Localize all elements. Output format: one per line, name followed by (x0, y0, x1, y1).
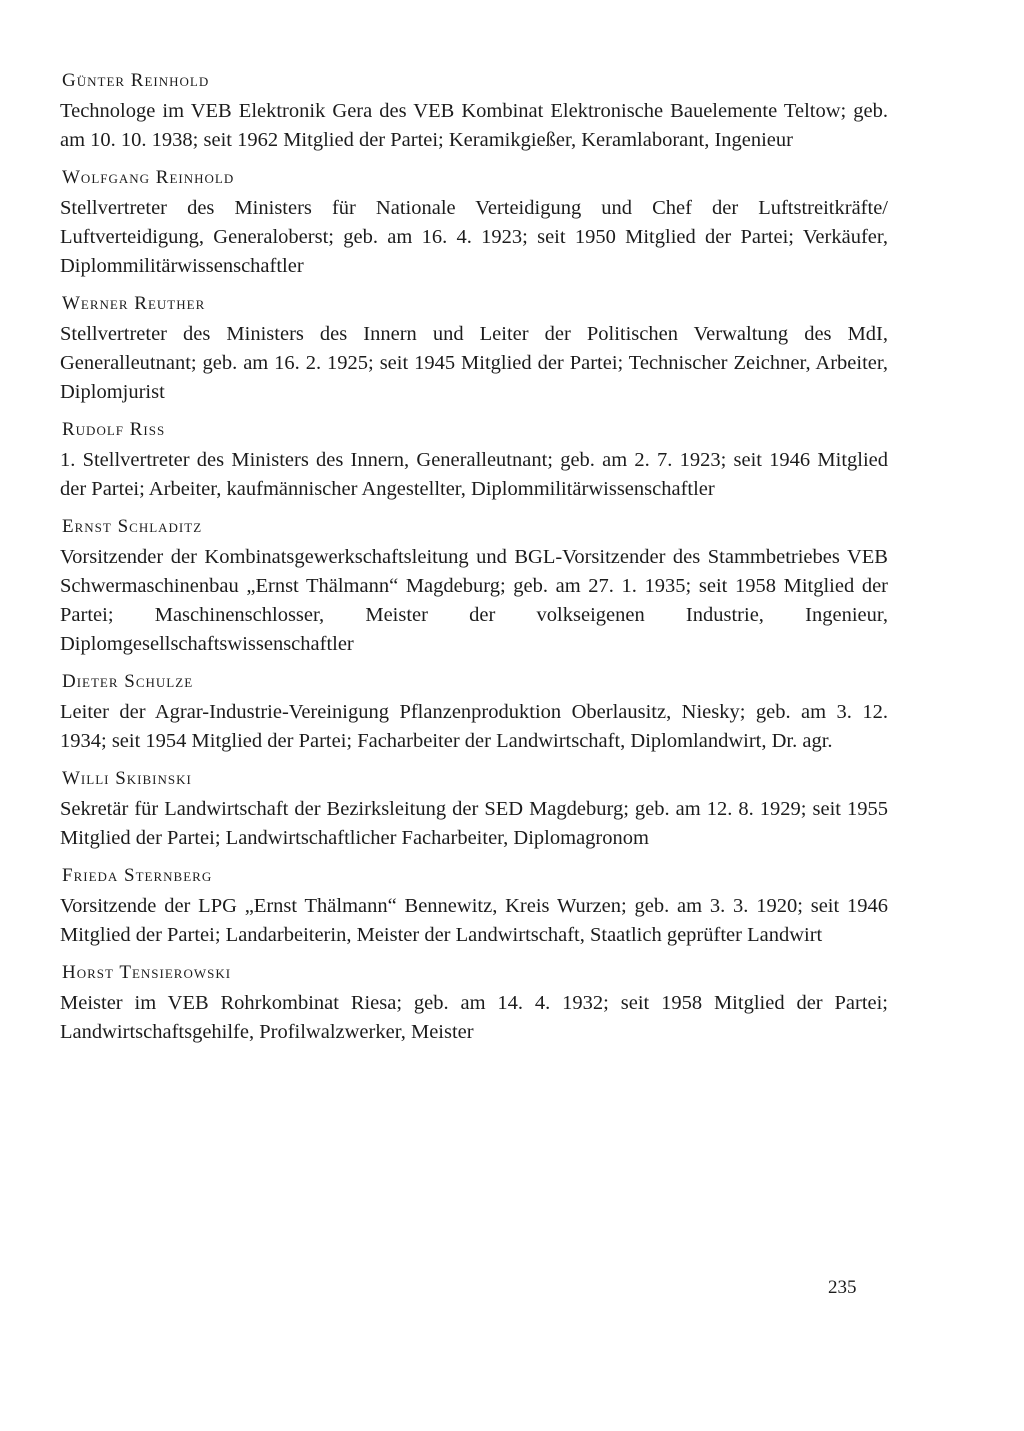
biography-entry (60, 291, 888, 407)
person-name: Willi Skibinski (62, 768, 192, 789)
person-name: Günter Reinhold (62, 70, 210, 91)
person-name: Rudolf Riss (62, 419, 166, 440)
biography-entry (60, 514, 888, 659)
person-biography: Vorsitzende der LPG „Ernst Thälmann“ Bennewitz, Kreis Wurzen; geb. am 3. 3. 1920; seit 1946 Mitglied der Partei; Landarbeiterin, Meister der Landwirtschaft, Staatlich geprüfter Landwirt (60, 895, 888, 946)
biography-entry (60, 68, 888, 155)
person-name: Ernst Schladitz (62, 516, 203, 537)
biography-entry (60, 766, 888, 853)
biography-entry (60, 960, 888, 1047)
person-biography: Vorsitzender der Kombinatsgewerkschaftsleitung und BGL-Vorsitzender des Stammbetriebes VEB Schwermaschinenbau „Ernst Thälmann“ Magdeburg; geb. am 27. 1. 1935; seit 1958 Mitglied der Partei; Maschinenschlosser, Meister der volkseigenen Industrie, Ingenieur, Diplomgesellschaftswissenschaftler (60, 546, 888, 655)
person-name: Wolfgang Reinhold (62, 167, 235, 188)
person-biography: Technologe im VEB Elektronik Gera des VEB Kombinat Elektronische Bauelemente Teltow; geb. am 10. 10. 1938; seit 1962 Mitglied der Partei; Keramikgießer, Keramlaborant, Ingenieur (60, 100, 888, 151)
person-biography: Stellvertreter des Ministers des Innern und Leiter der Politischen Verwaltung des MdI, Generalleutnant; geb. am 16. 2. 1925; seit 1945 Mitglied der Partei; Technischer Zeichner, Arbeiter, Diplomjurist (60, 323, 888, 403)
person-name: Werner Reuther (62, 293, 206, 314)
person-name: Horst Tensierowski (62, 962, 232, 983)
person-biography: Leiter der Agrar-Industrie-Vereinigung Pflanzenproduktion Oberlausitz, Niesky; geb. am 3. 12. 1934; seit 1954 Mitglied der Partei; Facharbeiter der Landwirtschaft, Diplomlandwirt, Dr. agr. (60, 701, 888, 752)
biography-entry (60, 417, 888, 504)
document-page (60, 68, 888, 1057)
person-biography: Stellvertreter des Ministers für Nationale Verteidigung und Chef der Luftstreitkräfte/ Luftverteidigung, Generaloberst; geb. am 16. 4. 1923; seit 1950 Mitglied der Partei; Verkäufer, Diplommilitärwissenschaftler (60, 197, 888, 277)
biography-entry (60, 669, 888, 756)
biography-entry (60, 165, 888, 281)
person-biography: Sekretär für Landwirtschaft der Bezirksleitung der SED Magdeburg; geb. am 12. 8. 1929; seit 1955 Mitglied der Partei; Landwirtschaftlicher Facharbeiter, Diplomagronom (60, 798, 888, 849)
person-biography: 1. Stellvertreter des Ministers des Innern, Generalleutnant; geb. am 2. 7. 1923; seit 1946 Mitglied der Partei; Arbeiter, kaufmännischer Angestellter, Diplommilitärwissenschaftler (60, 449, 888, 500)
biography-entry (60, 863, 888, 950)
person-name: Frieda Sternberg (62, 865, 213, 886)
person-name: Dieter Schulze (62, 671, 194, 692)
page-number: 235 (828, 1277, 857, 1298)
person-biography: Meister im VEB Rohrkombinat Riesa; geb. am 14. 4. 1932; seit 1958 Mitglied der Partei; Landwirtschaftsgehilfe, Profilwalzwerker, Meister (60, 992, 888, 1043)
